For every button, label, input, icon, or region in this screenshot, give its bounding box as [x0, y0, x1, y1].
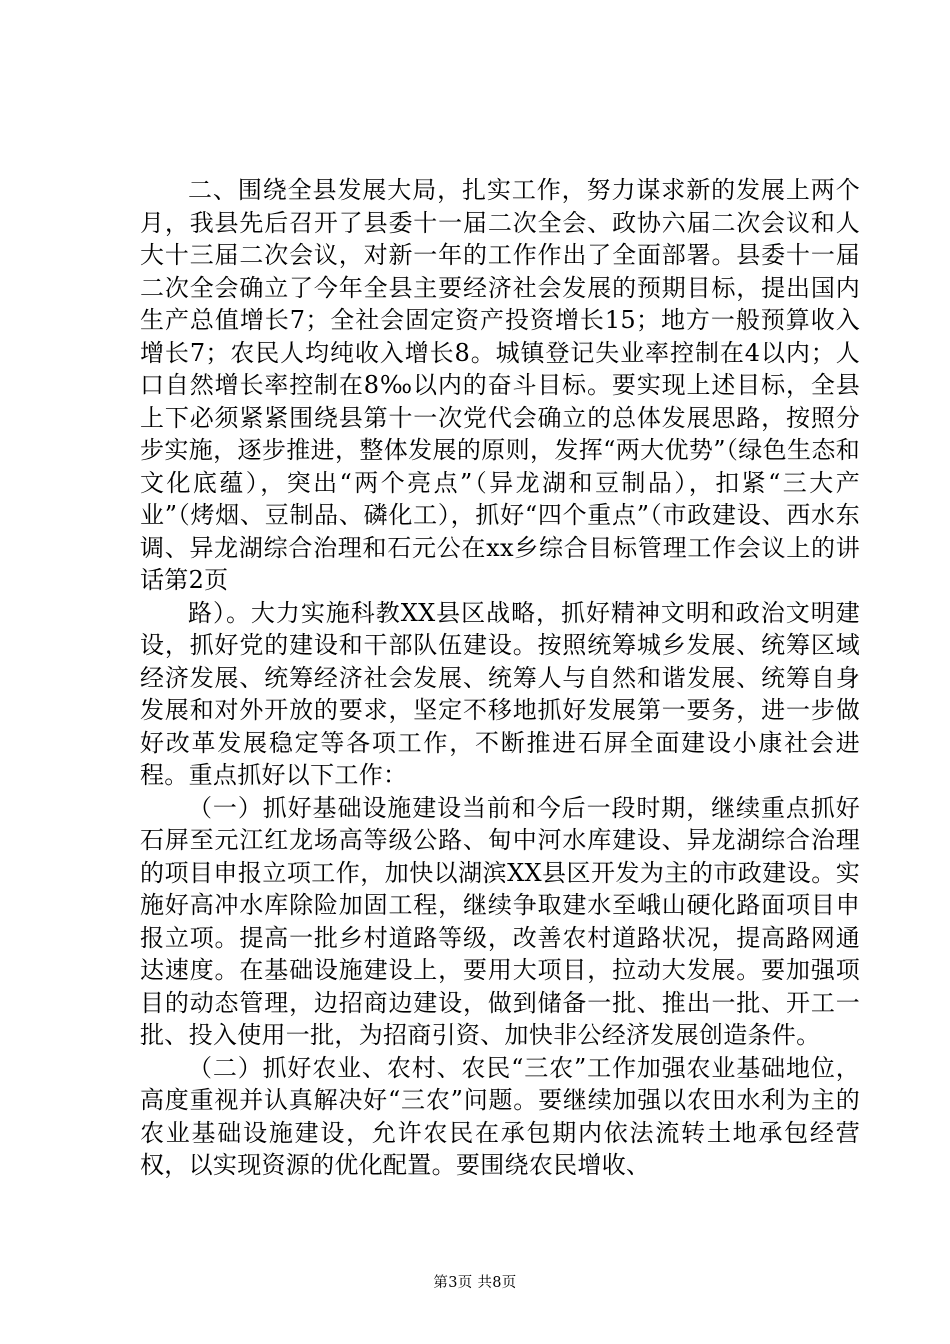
paragraph-4: （二）抓好农业、农村、农民“三农”工作加强农业基础地位，高度重视并认真解决好“三农”问题。要继续加强以农田水利为主的农业基础设施建设，允许农民在承包期内依法流转土地承包经营权，以实现资源的优化配置。要围绕农民增收、 [140, 1053, 860, 1179]
page-footer: 第3页 共8页 [433, 1275, 517, 1291]
paragraph-1: 二、围绕全县发展大局，扎实工作，努力谋求新的发展上两个月，我县先后召开了县委十一届二次全会、政协六届二次会议和人大十三届二次会议，对新一年的工作作出了全面部署。县委十一届二次全会确立了今年全县主要经济社会发展的预期目标，提出国内生产总值增长7；全社会固定资产投资增长15；地方一般预算收入增长7；农民人均纯收入增长8。城镇登记失业率控制在4以内；人口自然增长率控制在8‰以内的奋斗目标。要实现上述目标，全县上下必须紧紧围绕县第十一次党代会确立的总体发展思路，按照分步实施，逐步推进，整体发展的原则，发挥“两大优势”（绿色生态和文化底蕴），突出“两个亮点”（异龙湖和豆制品），扣紧“三大产业”（烤烟、豆制品、磷化工），抓好“四个重点”（市政建设、西水东调、异龙湖综合治理和石元公在xx乡综合目标管理工作会议上的讲话第2页 [140, 176, 860, 594]
paragraph-3: （一）抓好基础设施建设当前和今后一段时期，继续重点抓好石屏至元江红龙场高等级公路、甸中河水库建设、异龙湖综合治理的项目申报立项工作，加快以湖滨XX县区开发为主的市政建设。实施好高冲水库除险加固工程，继续争取建水至峨山硬化路面项目申报立项。提高一批乡村道路等级，改善农村道路状况，提高路网通达速度。在基础设施建设上，要用大项目，拉动大发展。要加强项目的动态管理，边招商边建设，做到储备一批、推出一批、开工一批、投入使用一批，为招商引资、加快非公经济发展创造条件。 [140, 793, 860, 1049]
paragraph-2: 路）。大力实施科教XX县区战略，抓好精神文明和政治文明建设，抓好党的建设和干部队伍建设。按照统筹城乡发展、统筹区域经济发展、统筹经济社会发展、统筹人与自然和谐发展、统筹自身发展和对外开放的要求，坚定不移地抓好发展第一要务，进一步做好改革发展稳定等各项工作，不断推进石屏全面建设小康社会进程。重点抓好以下工作： [140, 598, 860, 789]
document-body [140, 174, 860, 1182]
